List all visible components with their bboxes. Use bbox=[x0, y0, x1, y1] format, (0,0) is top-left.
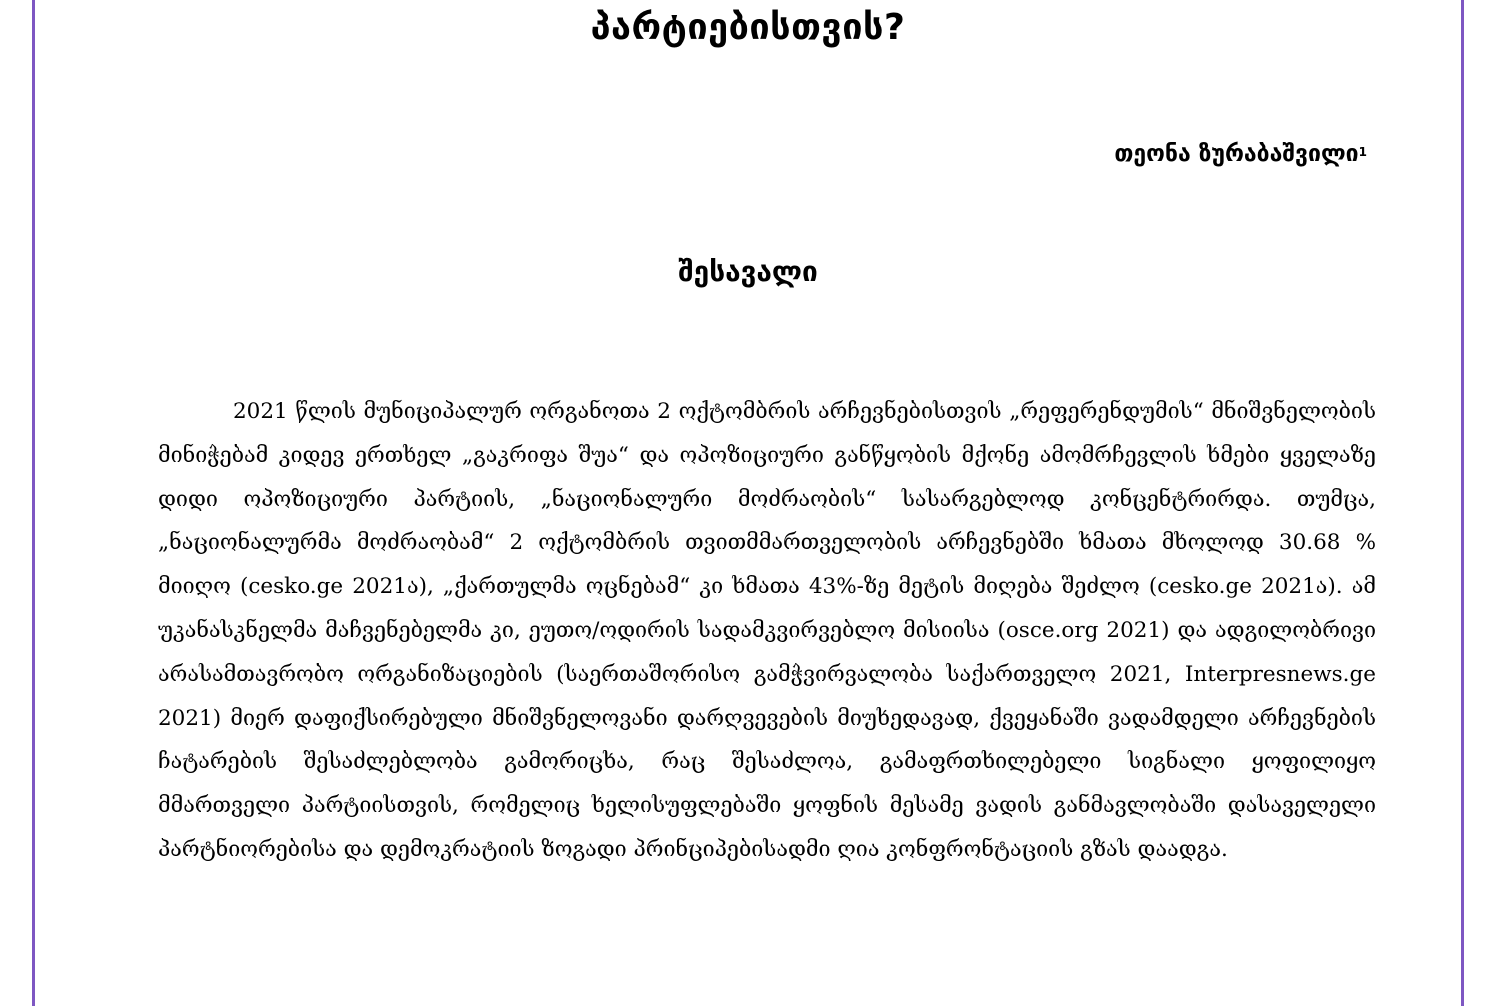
section-heading: შესავალი bbox=[678, 255, 818, 288]
body-paragraph: 2021 წლის მუნიციპალურ ორგანოთა 2 ოქტომბრის არჩევნებისთვის „რეფერენდუმის“ მნიშვნელობის მინიჭებამ კიდევ ერთხელ „გაკრიფა შუა“ და ოპოზიციური განწყობის მქონე ამომრჩევლის ხმები ყველაზე დიდი ოპოზიციური პარტიის, „ნაციონალური მოძრაობის“ სასარგებლოდ კონცენტრირდა. თუმცა, „ნაციონალურმა მოძრაობამ“ 2 ოქტომბრის თვითმმართველობის არჩევნებში ხმათა მხოლოდ 30.68 % მიიღო (cesko.ge 2021ა), „ქართულმა ოცნებამ“ კი ხმათა 43%-ზე მეტის მიღება შეძლო (cesko.ge 2021ა). ამ უკანასკნელმა მაჩვენებელმა კი, ეუთო/ოდირის სადამკვირვებლო მისიისა (osce.org 2021) და ადგილობრივი არასამთავრობო ორგანიზაციების (საერთაშორისო გამჭვირვალობა საქართველო 2021, Interpresnews.ge 2021) მიერ დაფიქსირებული მნიშვნელოვანი დარღვევების მიუხედავად, ქვეყანაში ვადამდელი არჩევნების ჩატარების შესაძლებლობა გამორიცხა, რაც შესაძლოა, გამაფრთხილებელი სიგნალი ყოფილიყო მმართველი პარტიისთვის, რომელიც ხელისუფლებაში ყოფნის მესამე ვადის განმავლობაში დასაველელი პარტნიორებისა და დემოკრატიის ზოგადი პრინციპებისადმი ღია კონფრონტაციის გზას დაადგა. bbox=[158, 399, 1376, 862]
author-footnote-mark[interactable]: 1 bbox=[1358, 145, 1367, 159]
author-name-text: თეონა ზურაბაშვილი bbox=[1114, 141, 1359, 167]
author-name bbox=[1114, 134, 1367, 174]
document-title: პარტიებისთვის? bbox=[590, 7, 906, 48]
document-page bbox=[32, 0, 1464, 1006]
